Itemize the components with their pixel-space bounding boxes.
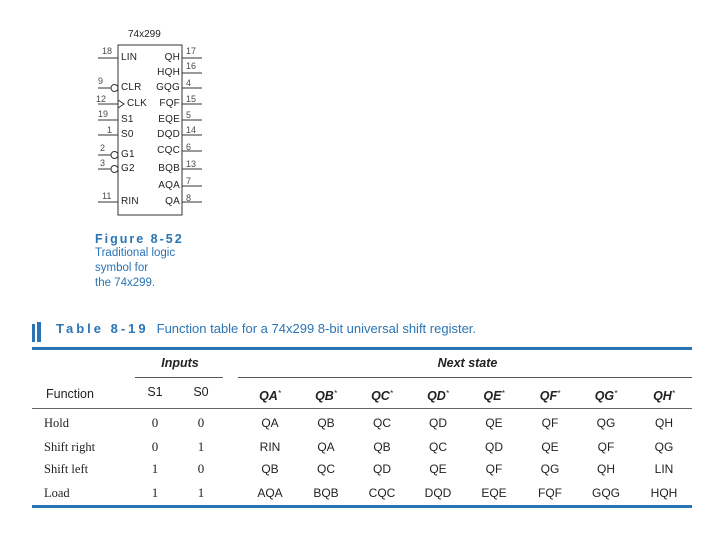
table-label: Table 8-19 xyxy=(56,321,149,336)
next-state-cell: QE xyxy=(485,416,503,430)
next-state-cell: QC xyxy=(429,440,447,454)
pin-number: 11 xyxy=(102,191,112,201)
next-state-cell: DQD xyxy=(424,486,452,500)
next-state-cell: QE xyxy=(429,462,447,476)
function-cell: Shift left xyxy=(44,462,89,476)
next-state-cell: HQH xyxy=(650,486,678,500)
next-qc-header: QC* xyxy=(371,389,393,403)
pin-number: 15 xyxy=(186,94,197,104)
chip-title: 74x299 xyxy=(128,29,161,40)
next-state-cell: FQF xyxy=(538,486,562,500)
signal-label: G2 xyxy=(121,163,135,174)
next-qb-header: QB* xyxy=(315,389,337,403)
table-top-rule xyxy=(32,347,692,350)
table-caption xyxy=(56,321,476,336)
signal-label: QA xyxy=(165,196,180,207)
pin-number: 8 xyxy=(186,193,192,203)
s1-column-header: S1 xyxy=(147,385,163,399)
signal-label: G1 xyxy=(121,149,135,160)
s1-cell: 0 xyxy=(151,415,159,430)
next-state-cell: QB xyxy=(261,462,279,476)
s1-cell: 1 xyxy=(151,461,159,476)
pin-number: 14 xyxy=(186,125,197,135)
pin-number: 17 xyxy=(186,46,197,56)
inputs-underline xyxy=(135,377,223,378)
pin-number: 12 xyxy=(96,94,107,104)
s0-column-header: S0 xyxy=(193,385,209,399)
pin-number: 6 xyxy=(186,142,192,152)
signal-label: QH xyxy=(164,52,180,63)
s0-cell: 1 xyxy=(197,485,205,500)
next-state-cell: AQA xyxy=(257,486,283,500)
next-qf-header: QF* xyxy=(539,389,561,403)
next-state-cell: QE xyxy=(541,440,559,454)
pin-number: 9 xyxy=(98,76,104,86)
symbol-drawing xyxy=(80,20,220,220)
next-state-cell: RIN xyxy=(259,440,281,454)
inputs-header: Inputs xyxy=(161,356,199,370)
pin-number: 16 xyxy=(186,61,197,71)
signal-label: EQE xyxy=(158,114,180,125)
pin-number: 4 xyxy=(186,78,192,88)
signal-label: BQB xyxy=(158,163,180,174)
pin-number: 7 xyxy=(186,176,192,186)
next-state-cell: QA xyxy=(261,416,279,430)
signal-label: RIN xyxy=(121,196,139,207)
pin-number: 5 xyxy=(186,110,192,120)
next-state-cell: CQC xyxy=(368,486,396,500)
function-cell: Hold xyxy=(44,416,69,430)
table-bottom-rule xyxy=(32,505,692,508)
s1-cell: 0 xyxy=(151,439,159,454)
figure-caption-line: Traditional logic xyxy=(95,247,176,259)
next-state-cell: QD xyxy=(373,462,391,476)
next-state-cell: QB xyxy=(373,440,391,454)
next-state-cell: GQG xyxy=(591,486,620,500)
signal-label: CQC xyxy=(157,145,180,156)
table-marker xyxy=(32,322,40,342)
function-column-header: Function xyxy=(46,387,94,401)
figure-caption xyxy=(95,232,255,291)
pin-number: 2 xyxy=(100,143,106,153)
function-cell: Shift right xyxy=(44,440,96,454)
next-qe-header: QE* xyxy=(483,389,505,403)
next-state-cell: BQB xyxy=(313,486,339,500)
next-state-cell: QD xyxy=(485,440,503,454)
function-cell: Load xyxy=(44,486,70,500)
signal-label: FQF xyxy=(159,98,180,109)
next-qd-header: QD* xyxy=(427,389,449,403)
next-state-underline xyxy=(238,377,692,378)
signal-label: AQA xyxy=(158,180,180,191)
next-state-cell: QF xyxy=(541,416,559,430)
signal-label: LIN xyxy=(121,52,138,63)
next-state-cell: QB xyxy=(317,416,335,430)
signal-label: DQD xyxy=(157,129,180,140)
next-state-cell: QG xyxy=(596,416,616,430)
pin-number: 19 xyxy=(98,109,109,119)
next-state-cell: QG xyxy=(540,462,560,476)
pin-number: 3 xyxy=(100,158,106,168)
next-state-header: Next state xyxy=(437,356,498,370)
next-state-cell: QF xyxy=(485,462,503,476)
next-state-cell: QF xyxy=(597,440,615,454)
pin-number: 1 xyxy=(107,125,113,135)
signal-label: GQG xyxy=(156,82,180,93)
next-state-cell: QH xyxy=(597,462,615,476)
signal-label: CLR xyxy=(121,82,142,93)
s0-cell: 0 xyxy=(197,415,205,430)
table-caption-text: Function table for a 74x299 8-bit universal shift register. xyxy=(156,321,477,336)
logic-symbol xyxy=(80,20,220,220)
next-state-cell: QC xyxy=(317,462,335,476)
next-qh-header: QH* xyxy=(653,389,675,403)
signal-label: S1 xyxy=(121,114,134,125)
next-state-cell: QD xyxy=(429,416,447,430)
signal-label: CLK xyxy=(127,98,148,109)
next-state-cell: QH xyxy=(655,416,673,430)
figure-caption-line: the 74x299. xyxy=(95,277,156,289)
next-state-cell: QA xyxy=(317,440,335,454)
next-qa-header: QA* xyxy=(259,389,281,403)
pin-number: 13 xyxy=(186,159,197,169)
next-state-cell: QG xyxy=(654,440,674,454)
next-state-cell: LIN xyxy=(654,462,674,476)
signal-label: S0 xyxy=(121,129,134,140)
header-divider xyxy=(32,408,692,409)
next-state-cell: EQE xyxy=(481,486,507,500)
next-state-cell: QC xyxy=(373,416,391,430)
signal-label: HQH xyxy=(157,67,180,78)
figure-caption-line: symbol for xyxy=(95,262,149,274)
s1-cell: 1 xyxy=(151,485,159,500)
pin-number: 18 xyxy=(102,46,113,56)
next-qg-header: QG* xyxy=(594,389,618,403)
s0-cell: 0 xyxy=(197,461,205,476)
s0-cell: 1 xyxy=(197,439,205,454)
figure-label: Figure 8-52 xyxy=(95,232,184,246)
